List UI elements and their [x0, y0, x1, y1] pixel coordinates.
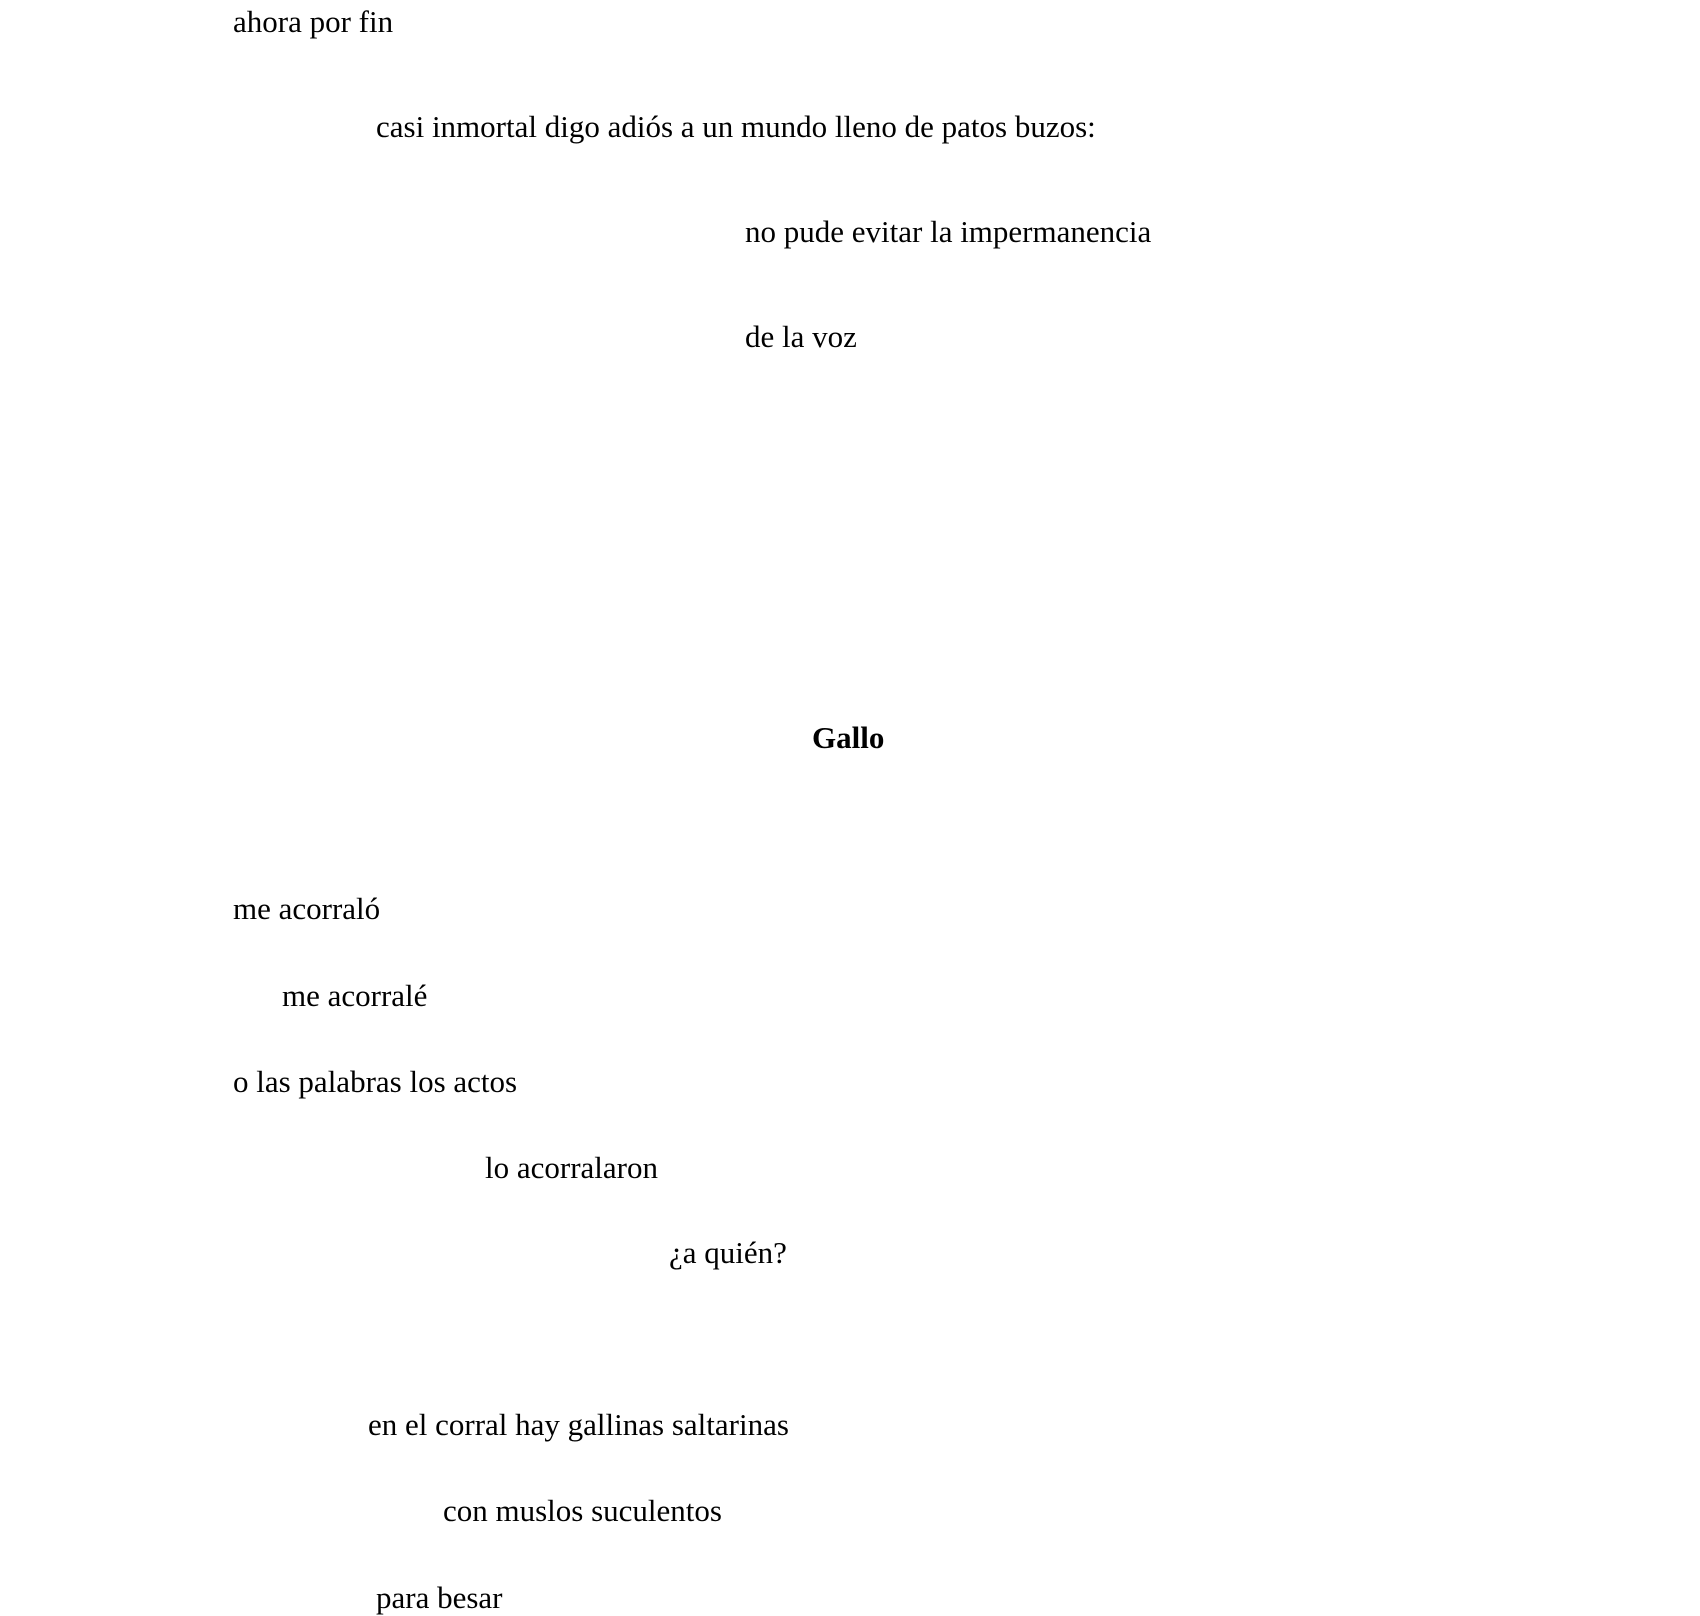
poem-line: casi inmortal digo adiós a un mundo lleno de patos buzos:	[376, 109, 1096, 144]
poem-line: para besar	[376, 1580, 503, 1615]
poem-title: Gallo	[812, 720, 885, 755]
poem-line: de la voz	[745, 319, 857, 354]
poem-line: lo acorralaron	[485, 1150, 658, 1185]
poem-line: con muslos suculentos	[443, 1493, 722, 1528]
poem-line: o las palabras los actos	[233, 1064, 518, 1099]
poem-line: ¿a quién?	[669, 1235, 787, 1270]
poem-line: en el corral hay gallinas saltarinas	[368, 1407, 789, 1442]
poem-line: ahora por fin	[233, 4, 394, 39]
poem-line: me acorralé	[282, 978, 428, 1013]
poem-line: no pude evitar la impermanencia	[745, 214, 1152, 249]
poem-line: me acorraló	[233, 891, 381, 926]
